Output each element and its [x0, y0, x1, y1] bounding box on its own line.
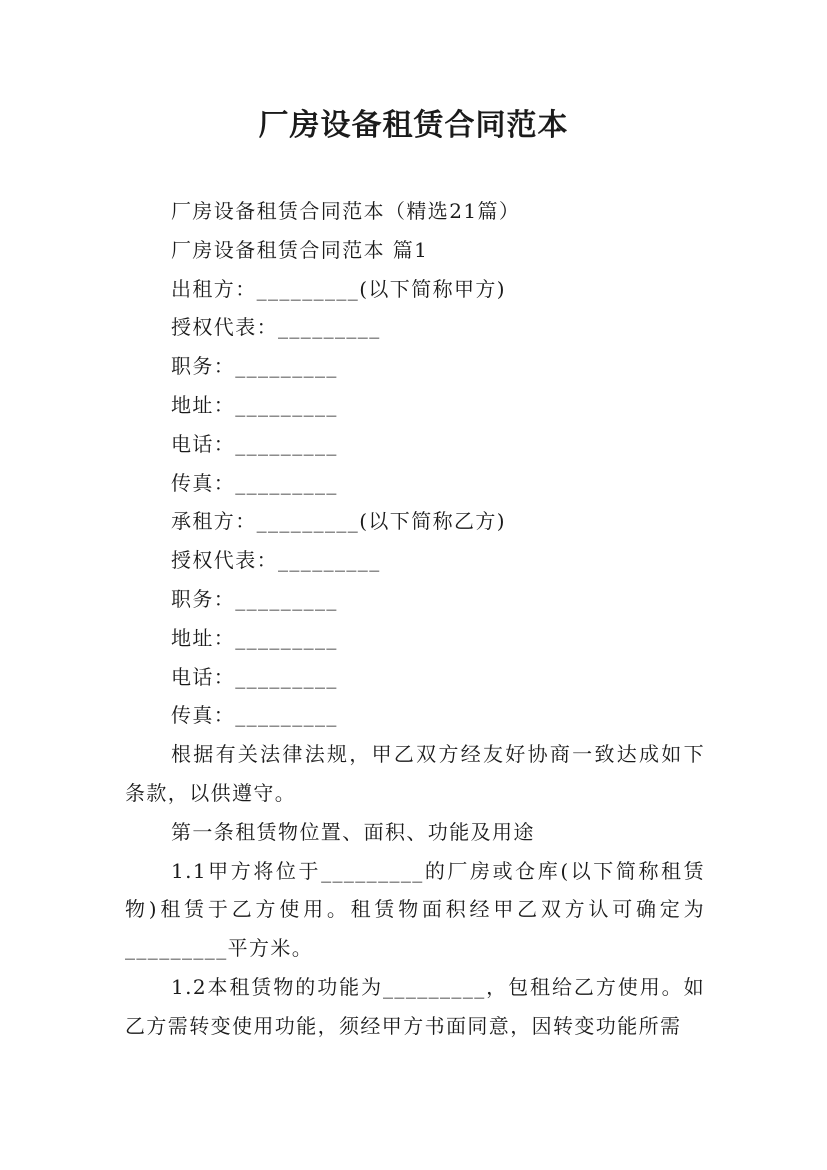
lessee-fax-line: 传真：_________	[171, 703, 338, 728]
lessee-position-line: 职务：_________	[171, 586, 338, 611]
lessor-address-line: 地址：_________	[171, 392, 338, 417]
clause-1-1: 1.1甲方将位于_________的厂房或仓库(以下简称租赁物)租赁于乙方使用。租赁物面积经甲乙双方认可确定为_________平方米。	[125, 858, 705, 961]
lessee-phone-line: 电话：_________	[171, 664, 338, 689]
lessor-line: 出租方：_________(以下简称甲方)	[171, 276, 507, 301]
article-1-heading: 第一条租赁物位置、面积、功能及用途	[171, 819, 535, 844]
lessor-position-line: 职务：_________	[171, 354, 338, 379]
lessor-phone-line: 电话：_________	[171, 431, 338, 456]
clause-1-2: 1.2本租赁物的功能为_________，包租给乙方使用。如乙方需转变使用功能，须经甲方书面同意，因转变功能所需	[125, 974, 705, 1038]
lessee-representative-line: 授权代表：_________	[171, 548, 381, 573]
lessor-representative-line: 授权代表：_________	[171, 315, 381, 340]
lessor-fax-line: 传真：_________	[171, 470, 338, 495]
document-body	[125, 192, 705, 1046]
lessee-address-line: 地址：_________	[171, 625, 338, 650]
intro-paragraph: 根据有关法律法规，甲乙双方经友好协商一致达成如下条款，以供遵守。	[125, 742, 705, 805]
subtitle-line: 厂房设备租赁合同范本（精选21篇）	[171, 199, 521, 223]
lessee-line: 承租方：_________(以下简称乙方)	[171, 509, 507, 534]
section-heading: 厂房设备租赁合同范本 篇1	[171, 237, 429, 262]
document-title: 厂房设备租赁合同范本	[258, 108, 569, 143]
